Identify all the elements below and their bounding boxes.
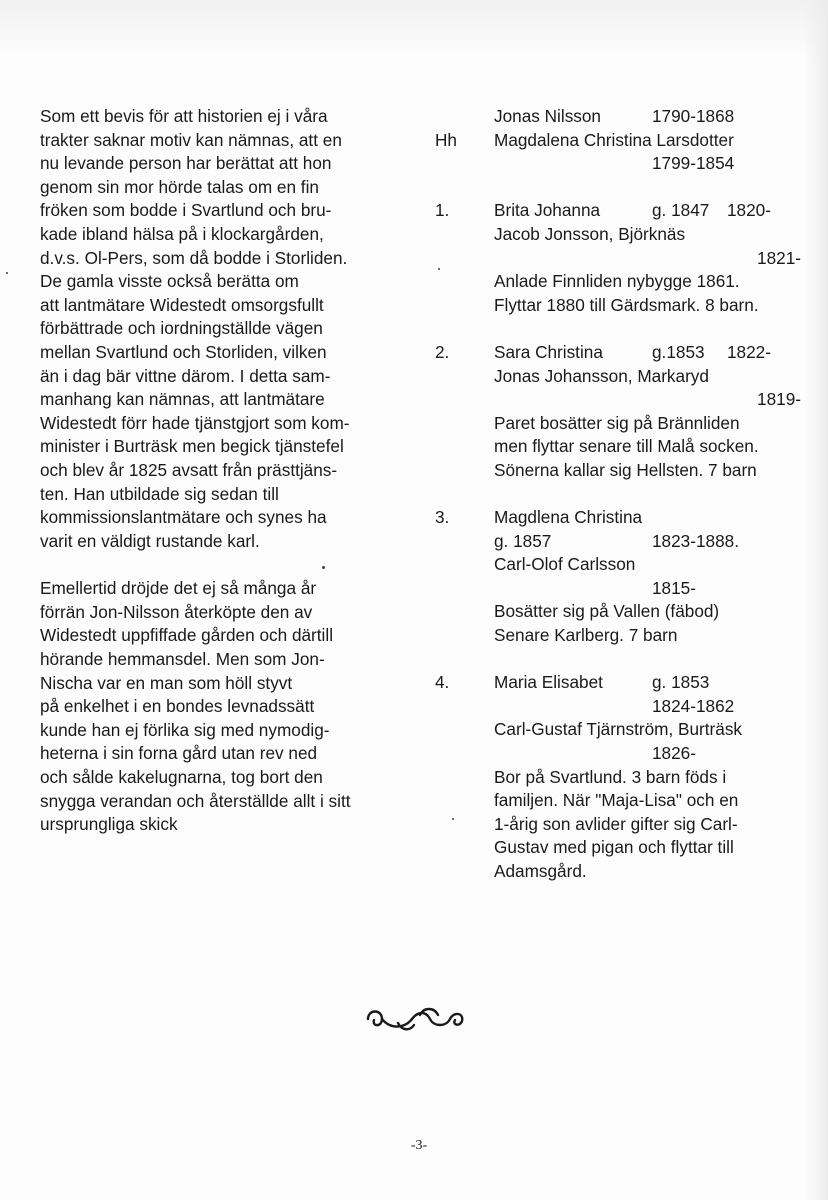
right-column-genealogy	[435, 105, 815, 884]
text-line: fröken som bodde i Svartlund och bru-	[40, 200, 332, 221]
scan-speck	[438, 268, 440, 270]
child-entry-3	[435, 506, 815, 648]
married-year: g. 1857	[494, 530, 552, 551]
spouse-name: Carl-Olof Carlsson	[494, 554, 636, 575]
father-years: 1790-1868	[652, 106, 735, 126]
child-entry-4	[435, 671, 815, 883]
entry-number: 1.	[435, 200, 450, 221]
note-line: Adamsgård.	[494, 861, 587, 881]
child-name: Magdlena Christina	[494, 507, 643, 528]
spouse-name: Jacob Jonsson, Björknäs	[494, 223, 686, 244]
note-line: Sönerna kallar sig Hellsten. 7 barn	[494, 459, 757, 480]
entry-number: 4.	[435, 672, 450, 693]
scan-speck	[6, 272, 8, 274]
mother-years: 1799-1854	[652, 153, 735, 174]
note-line: familjen. När "Maja-Lisa" och en	[494, 790, 739, 811]
spouse-years: 1815-	[652, 577, 696, 598]
spouse-years: 1826-	[652, 743, 696, 764]
paragraph-jon-nilsson	[40, 577, 425, 837]
child-years: 1822-	[727, 341, 771, 362]
married-year: g. 1847	[652, 200, 710, 221]
paragraph-history	[40, 105, 425, 553]
text-line: nu levande person har berättat att hon	[40, 153, 332, 174]
note-line: Anlade Finnliden nybygge 1861.	[494, 271, 740, 292]
child-entry-2	[435, 341, 815, 483]
household-head	[435, 105, 815, 176]
text-line: minister i Burträsk men begick tjänstefel	[40, 436, 344, 457]
left-column	[40, 105, 425, 837]
spouse-years: 1819-	[757, 389, 801, 410]
note-line: 1-årig son avlider gifter sig Carl-	[494, 813, 738, 834]
note-line: Bosätter sig på Vallen (fäbod)	[494, 601, 720, 622]
text-line: mellan Svartlund och Storliden, vilken	[40, 341, 327, 362]
text-line: heterna i sin forna gård utan rev ned	[40, 743, 318, 764]
spouse-name: Jonas Johansson, Markaryd	[494, 365, 709, 386]
text-line: trakter saknar motiv kan nämnas, att en	[40, 129, 342, 150]
fleuron-ornament-icon	[360, 1003, 470, 1037]
child-name: Brita Johanna	[494, 200, 601, 221]
text-line: kade ibland hälsa på i klockargården,	[40, 223, 324, 244]
text-line: Widestedt förr hade tjänstgjort som kom-	[40, 412, 350, 433]
note-line: Paret bosätter sig på Brännliden	[494, 412, 740, 433]
text-line: än i dag bär vittne därom. I detta sam-	[40, 365, 331, 386]
scan-speck	[322, 566, 325, 569]
scan-speck	[452, 818, 454, 820]
child-years: 1824-1862	[652, 695, 735, 716]
text-line: De gamla visste också berätta om	[40, 271, 299, 292]
page-number: -3-	[410, 1138, 428, 1153]
text-line: på enkelhet i en bondes levnadssätt	[40, 696, 315, 717]
text-line: ursprungliga skick	[40, 814, 178, 835]
spouse-name: Carl-Gustaf Tjärnström, Burträsk	[494, 719, 743, 740]
child-years: 1823-1888.	[652, 530, 739, 551]
text-line: varit en väldigt rustande karl.	[40, 530, 260, 551]
married-year: g.1853	[652, 341, 705, 362]
text-line: och sålde kakelugnarna, tog bort den	[40, 767, 323, 788]
text-line: Nischa var en man som höll styvt	[40, 672, 293, 693]
note-line: Gustav med pigan och flyttar till	[494, 837, 734, 858]
married-year: g. 1853	[652, 672, 710, 693]
text-line: Emellertid dröjde det ej så många år	[40, 578, 317, 599]
text-line: d.v.s. Ol-Pers, som då bodde i Storliden.	[40, 247, 348, 268]
note-line: Bor på Svartlund. 3 barn föds i	[494, 766, 727, 787]
text-line: att lantmätare Widestedt omsorgsfullt	[40, 294, 324, 315]
text-line: snygga verandan och återställde allt i sitt	[40, 790, 351, 811]
text-line: Som ett bevis för att historien ej i våra	[40, 106, 328, 126]
child-name: Sara Christina	[494, 341, 603, 362]
entry-number: 2.	[435, 341, 450, 362]
note-line: Senare Karlberg. 7 barn	[494, 625, 678, 646]
text-line: förbättrade och iordningställde vägen	[40, 318, 323, 339]
text-line: Widestedt uppfiffade gården och därtill	[40, 625, 334, 646]
mother-name: Magdalena Christina Larsdotter	[494, 129, 734, 150]
household-marker: Hh	[435, 129, 457, 150]
text-line: förrän Jon-Nilsson återköpte den av	[40, 601, 313, 622]
note-line: men flyttar senare till Malå socken.	[494, 436, 759, 457]
note-line: Flyttar 1880 till Gärdsmark. 8 barn.	[494, 294, 759, 315]
text-line: ten. Han utbildade sig sedan till	[40, 483, 279, 504]
entry-number: 3.	[435, 507, 450, 528]
child-years: 1820-	[727, 200, 771, 221]
child-entry-1	[435, 199, 815, 317]
child-name: Maria Elisabet	[494, 672, 603, 693]
text-line: och blev år 1825 avsatt från prästtjäns-	[40, 459, 338, 480]
text-line: manhang kan nämnas, att lantmätare	[40, 389, 325, 410]
text-line: hörande hemmansdel. Men som Jon-	[40, 649, 325, 670]
text-line: genom sin mor hörde talas om en fin	[40, 176, 319, 197]
scan-shadow-top	[0, 0, 828, 60]
text-line: kommissionslantmätare och synes ha	[40, 507, 327, 528]
spouse-years: 1821-	[757, 247, 801, 268]
text-line: kunde han ej förlika sig med nymodig-	[40, 719, 330, 740]
father-name: Jonas Nilsson	[494, 106, 601, 126]
